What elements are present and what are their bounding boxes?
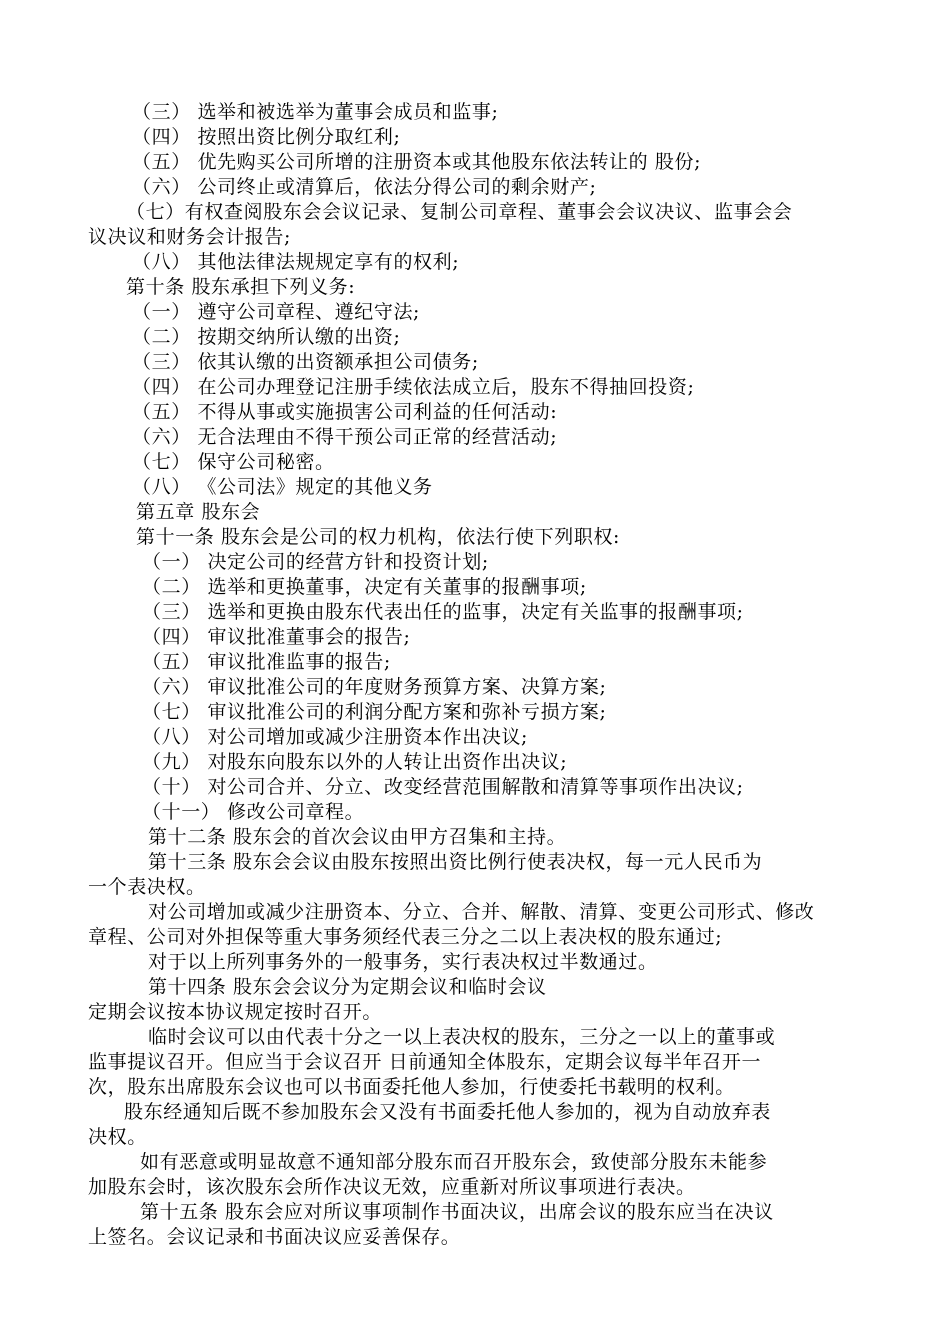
article-heading: 第十四条 股东会会议分为定期会议和临时会议 [148, 976, 547, 998]
text-line: （四） 审议批准董事会的报告; [142, 626, 411, 648]
text-line: （五） 优先购买公司所增的注册资本或其他股东依法转让的 股份; [132, 151, 702, 173]
text-line: （五） 审议批准监事的报告; [142, 651, 391, 673]
text-line: 临时会议可以由代表十分之一以上表决权的股东，三分之一以上的董事或 [148, 1026, 776, 1048]
text-line: （三） 选举和被选举为董事会成员和监事; [132, 101, 499, 123]
text-line: 对公司增加或减少注册资本、分立、合并、解散、清算、变更公司形式、修改 [148, 901, 815, 923]
text-line: （七）有权查阅股东会会议记录、复制公司章程、董事会会议决议、监事会会 [126, 201, 793, 223]
text-line: 次，股东出席股东会议也可以书面委托他人参加，行使委托书载明的权利。 [88, 1076, 735, 1098]
text-line: （八） 对公司增加或减少注册资本作出决议; [142, 726, 529, 748]
text-line: （十） 对公司合并、分立、改变经营范围解散和清算等事项作出决议; [142, 776, 744, 798]
text-line: 议决议和财务会计报告; [88, 226, 292, 248]
text-line: （十一） 修改公司章程。 [142, 801, 365, 823]
chapter-heading: 第五章 股东会 [136, 501, 261, 523]
article-heading: 第十五条 股东会应对所议事项制作书面决议，出席会议的股东应当在决议 [140, 1201, 774, 1223]
text-line: 股东经通知后既不参加股东会又没有书面委托他人参加的，视为自动放弃表 [124, 1101, 771, 1123]
article-heading: 第十一条 股东会是公司的权力机构，依法行使下列职权: [136, 526, 621, 548]
text-line: （四） 在公司办理登记注册手续依法成立后，股东不得抽回投资; [132, 376, 695, 398]
article-heading: 第十二条 股东会的首次会议由甲方召集和主持。 [148, 826, 567, 848]
text-line: （五） 不得从事或实施损害公司利益的任何活动: [132, 401, 558, 423]
text-line: （九） 对股东向股东以外的人转让出资作出决议; [142, 751, 568, 773]
text-line: （二） 按期交纳所认缴的出资; [132, 326, 401, 348]
text-line: （四） 按照出资比例分取红利; [132, 126, 401, 148]
text-line: （一） 决定公司的经营方针和投资计划; [142, 551, 489, 573]
text-line: （三） 依其认缴的出资额承担公司债务; [132, 351, 479, 373]
text-line: 定期会议按本协议规定按时召开。 [88, 1001, 383, 1023]
text-line: （六） 公司终止或清算后，依法分得公司的剩余财产; [132, 176, 597, 198]
text-line: 章程、公司对外担保等重大事务须经代表三分之二以上表决权的股东通过; [88, 926, 723, 948]
text-line: （八） 《公司法》规定的其他义务 [132, 476, 433, 498]
article-heading: 第十条 股东承担下列义务: [126, 276, 356, 298]
text-line: 如有恶意或明显故意不通知部分股东而召开股东会，致使部分股东未能参 [140, 1151, 768, 1173]
text-line: （六） 审议批准公司的年度财务预算方案、决算方案; [142, 676, 607, 698]
text-line: 监事提议召开。但应当于会议召开 日前通知全体股东，定期会议每半年召开一 [88, 1051, 762, 1073]
text-line: （八） 其他法律法规规定享有的权利; [132, 251, 460, 273]
text-line: （一） 遵守公司章程、遵纪守法; [132, 301, 421, 323]
text-line: 决权。 [88, 1126, 147, 1148]
text-line: 对于以上所列事务外的一般事务，实行表决权过半数通过。 [148, 951, 658, 973]
text-line: （六） 无合法理由不得干预公司正常的经营活动; [132, 426, 558, 448]
text-line: 上签名。会议记录和书面决议应妥善保存。 [88, 1226, 461, 1248]
text-line: （七） 保守公司秘密。 [132, 451, 335, 473]
text-line: 加股东会时，该次股东会所作决议无效，应重新对所议事项进行表决。 [88, 1176, 696, 1198]
article-heading: 第十三条 股东会会议由股东按照出资比例行使表决权，每一元人民币为 [148, 851, 763, 873]
text-line: （三） 选举和更换由股东代表出任的监事，决定有关监事的报酬事项; [142, 601, 744, 623]
text-line: （七） 审议批准公司的利润分配方案和弥补亏损方案; [142, 701, 607, 723]
text-line: 一个表决权。 [88, 876, 206, 898]
text-line: （二） 选举和更换董事，决定有关董事的报酬事项; [142, 576, 587, 598]
